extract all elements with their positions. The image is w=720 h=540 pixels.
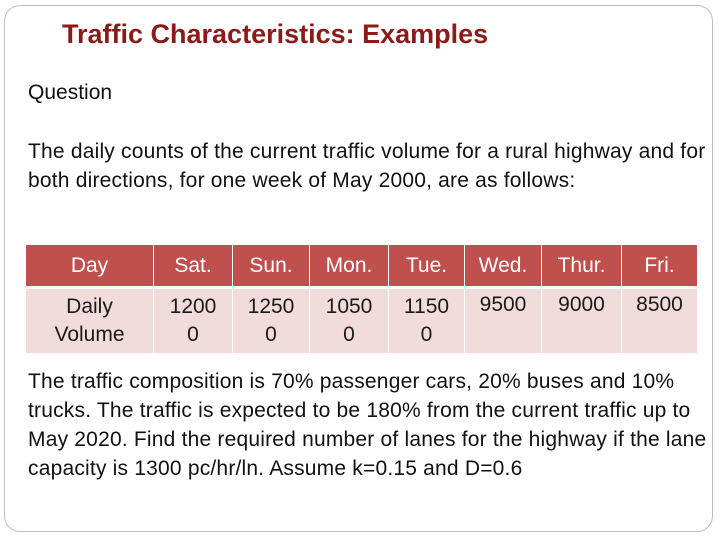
volume-cell-tue: 11500 [389,289,465,353]
header-cell-sun: Sun. [233,245,310,289]
header-cell-thur: Thur. [542,245,622,289]
section-label: Question [28,81,113,104]
volume-cell-thur: 9000 [542,289,622,353]
header-cell-fri: Fri. [622,245,698,289]
slide-title: Traffic Characteristics: Examples [62,19,489,49]
traffic-volume-table [26,245,698,353]
header-cell-mon: Mon. [310,245,389,289]
volume-cell-sun: 12500 [233,289,310,353]
volume-cell-mon: 10500 [310,289,389,353]
volume-cell-fri: 8500 [622,289,698,353]
table-row [26,289,698,353]
row-label-daily-volume: Daily Volume [26,289,154,353]
question-intro: The daily counts of the current traffic volume for a rural highway and for both directions, for one week of May 2000, are as follows: [28,140,706,192]
table-header-row [26,245,698,289]
volume-cell-sat: 12000 [154,289,233,353]
header-cell-day: Day [26,245,154,289]
problem-statement: The traffic composition is 70% passenger cars, 20% buses and 10% trucks. The traffic is expected to be 180% from the current traffic up to May 2020. Find the required number of lanes for the highway if the lane capacity is 1300 pc/hr/ln. Assume k=0.15 and D=0.6 [28,370,707,480]
volume-cell-wed: 9500 [465,289,542,353]
header-cell-tue: Tue. [389,245,465,289]
header-cell-wed: Wed. [465,245,542,289]
header-cell-sat: Sat. [154,245,233,289]
